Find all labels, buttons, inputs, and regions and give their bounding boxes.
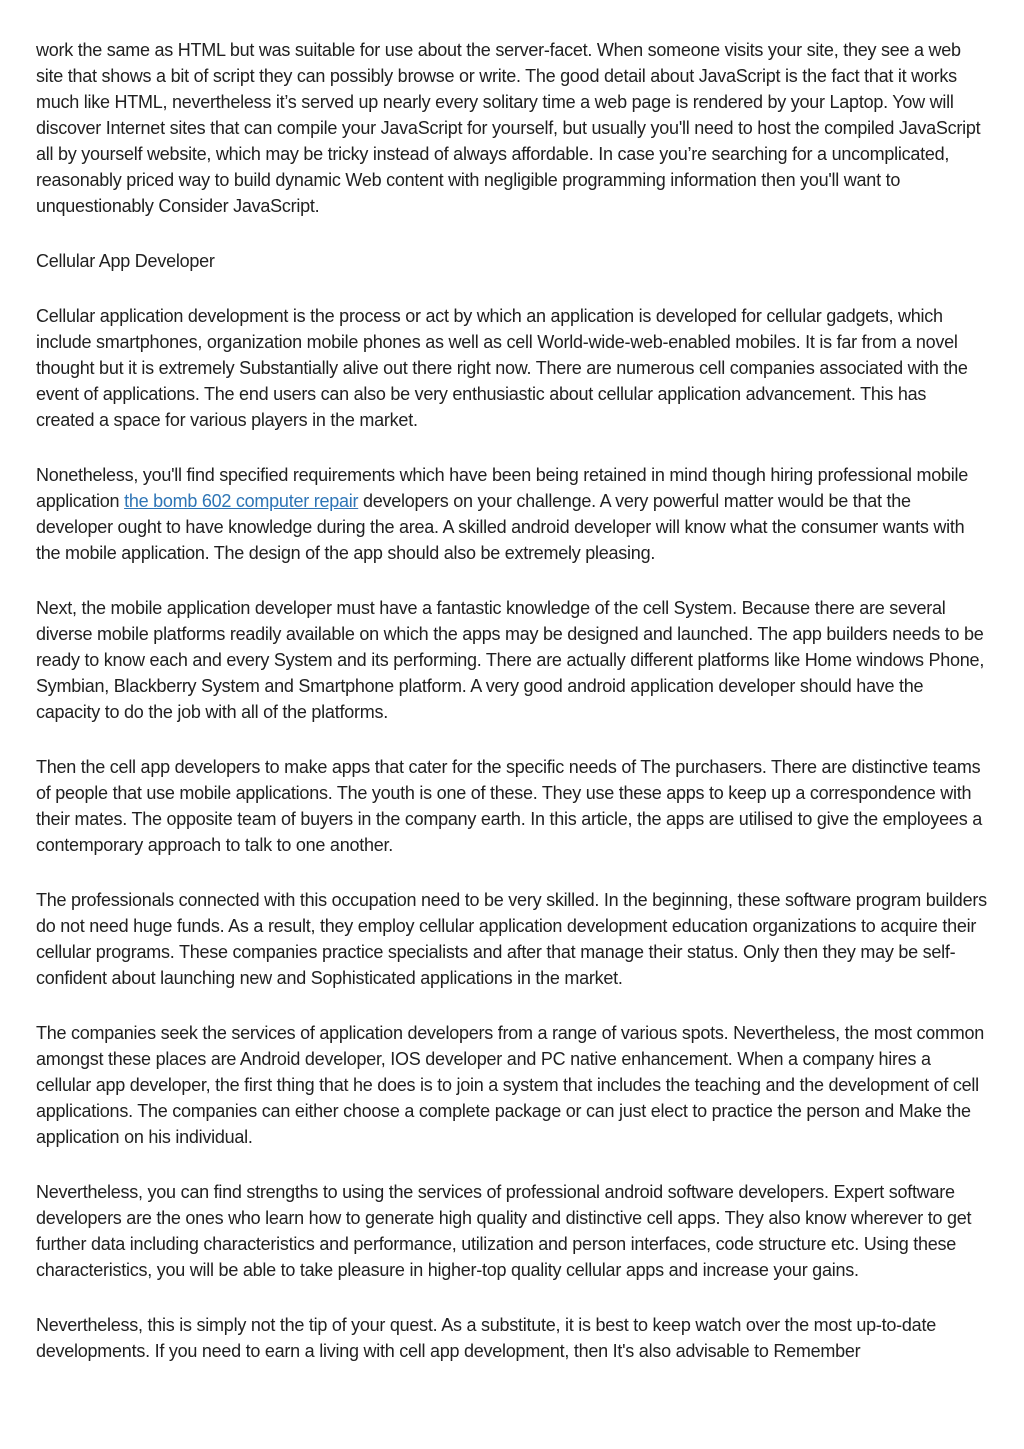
paragraph-user-groups: Then the cell app developers to make apps that cater for the specific needs of The purchasers. There are distinctive teams of people that use mobile applications. The youth is one of these. They use these apps to keep up a correspondence with their mates. The opposite team of buyers in the company earth. In this article, the apps are utilised to give the employees a contemporary approach to talk to one another. — [36, 757, 982, 855]
paragraph-cellular-app-development-intro: Cellular application development is the process or act by which an application is developed for cellular gadgets, which include smartphones, organization mobile phones as well as cell World-wide-web-enabled mobiles. It is far from a novel thought but it is extremely Substantially alive out there right now. There are numerous cell companies associated with the event of applications. The end users can also be very enthusiastic about cellular application advancement. This has created a space for various players in the market. — [36, 306, 968, 430]
paragraph-javascript-continued: work the same as HTML but was suitable for use about the server-facet. When someone visits your site, they see a web site that shows a bit of script they can possibly browse or write. The good detail about JavaScript is the fact that it works much like HTML, nevertheless it’s served up nearly every solitary time a web page is rendered by your Laptop. Yow will discover Internet sites that can compile your JavaScript for yourself, but usually you'll need to host the compiled JavaScript all by yourself website, which may be tricky instead of always affordable. In case you’re searching for a uncomplicated, reasonably priced way to build dynamic Web content with negligible programming information then you'll want to unquestionably Consider JavaScript. — [36, 40, 981, 216]
section-heading-cellular-app-developer: Cellular App Developer — [36, 251, 215, 271]
paragraph-hiring-requirements — [36, 462, 989, 566]
paragraph-expert-developer-strengths: Nevertheless, you can find strengths to using the services of professional android software developers. Expert software developers are the ones who learn how to generate high quality and distinctive cell apps. They also know wherever to get further data including characteristics and performance, utilization and person interfaces, code structure etc. Using these characteristics, you will be able to take pleasure in higher-top quality cellular apps and increase your gains. — [36, 1182, 972, 1280]
paragraph-hiring-requirements-after-link: developers on your challenge. A very powerful matter would be that the developer ought to have knowledge during the area. A skilled android developer will know what the consumer wants with the mobile application. The design of the app should also be extremely pleasing. — [36, 491, 965, 563]
paragraph-companies-hiring: The companies seek the services of application developers from a range of various spots. Nevertheless, the most common amongst these places are Android developer, IOS developer and PC native enhancement. When a company hires a cellular app developer, the first thing that he does is to join a system that includes the teaching and the development of cell applications. The companies can either choose a complete package or can just elect to practice the person and Make the application on his individual. — [36, 1023, 984, 1147]
paragraph-professionals-skills: The professionals connected with this occupation need to be very skilled. In the beginning, these software program builders do not need huge funds. As a result, they employ cellular application development education organizations to acquire their cellular programs. These companies practice specialists and after that manage their status. Only then they may be self-confident about launching new and Sophisticated applications in the market. — [36, 890, 987, 988]
paragraph-platform-knowledge: Next, the mobile application developer must have a fantastic knowledge of the cell System. Because there are several diverse mobile platforms readily available on which the apps may be designed and launched. The app builders needs to be ready to know each and every System and its performing. There are actually different platforms like Home windows Phone, Symbian, Blackberry System and Smartphone platform. A very good android application developer should have the capacity to do the job with all of the platforms. — [36, 598, 985, 722]
paragraph-keep-watch-developments: Nevertheless, this is simply not the tip of your quest. As a substitute, it is best to keep watch over the most up-to-date developments. If you need to earn a living with cell app development, then It's also advisable to Remember — [36, 1315, 936, 1361]
link-the-bomb-602-computer-repair[interactable]: the bomb 602 computer repair — [124, 491, 359, 511]
paragraph-hiring-requirements-before-link: Nonetheless, you'll find specified requirements which have been being retained in mind though hiring professional mobile application — [36, 465, 969, 511]
